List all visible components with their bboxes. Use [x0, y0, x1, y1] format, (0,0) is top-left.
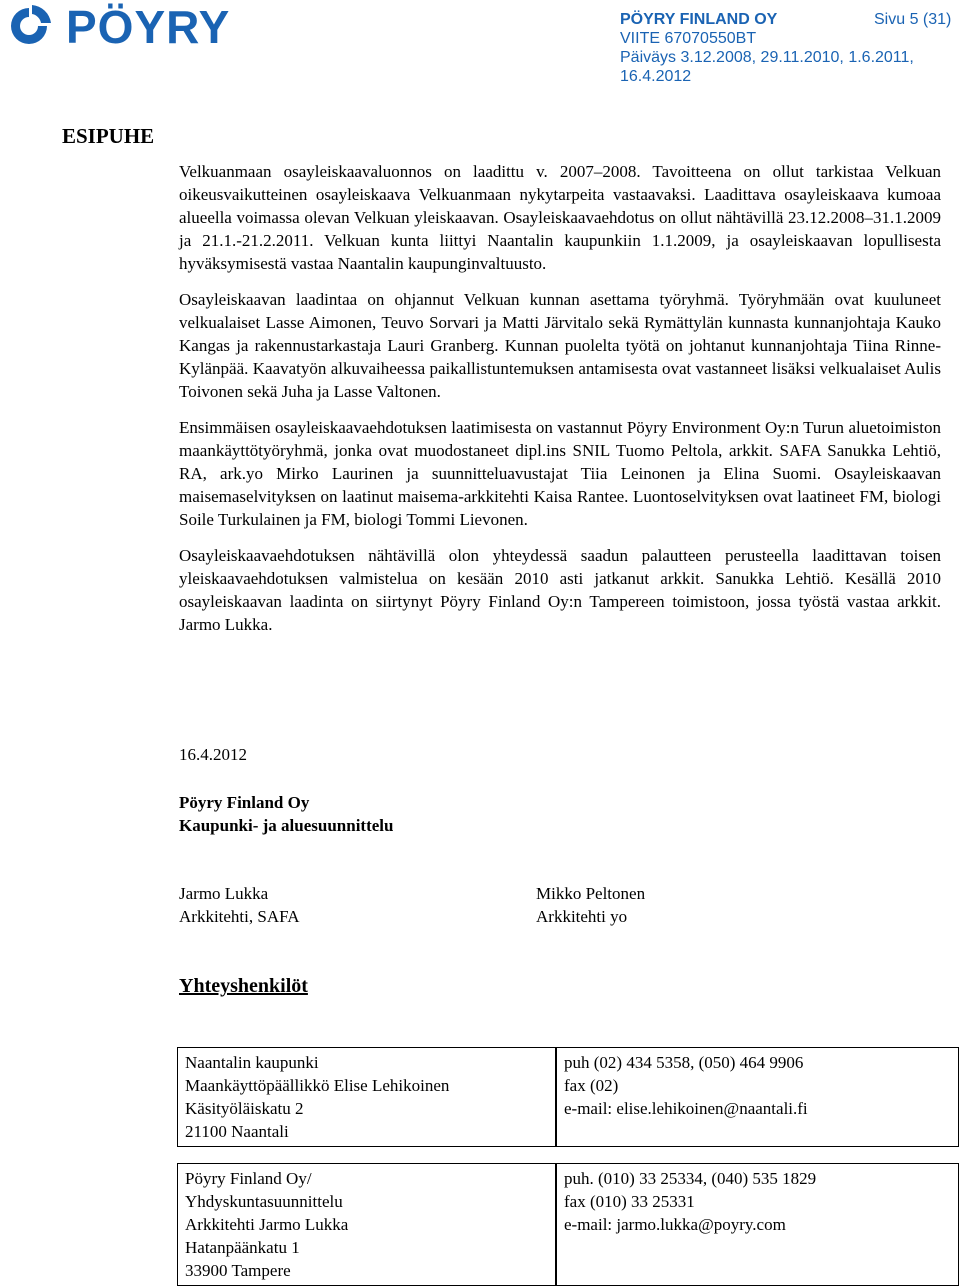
row-gap	[177, 1147, 959, 1163]
poyry-logo	[4, 1, 244, 53]
fax-line: fax (010) 33 25331	[564, 1192, 695, 1211]
contact-row	[177, 1047, 959, 1147]
signature-name: Mikko Peltonen	[536, 884, 646, 903]
address-line: Arkkitehti Jarmo Lukka	[185, 1215, 349, 1234]
address-line: Naantalin kaupunki	[185, 1053, 319, 1072]
address-line: Yhdyskuntasuunnittelu	[185, 1192, 343, 1211]
contact-phone	[556, 1163, 959, 1286]
paragraph-2: Osayleiskaavan laadintaa on ohjannut Velkuan kunnan asettama työryhmä. Työryhmään ovat kuuluneet velkualaiset Lasse Aimonen, Teuvo Sorvari ja Matti Järvitalo sekä Rymättylän kunnasta kunnanjohtaja Kauko Kangas ja rakennustarkastaja Lauri Granberg. Kunnan puolelta työtä on johtanut kunnanjohtaja Tiina Rinne-Kylänpää. Kaavatyön alkuvaiheessa paikallistuntemuksen antamisesta ovat vastanneet lisäksi velkualaiset Aulis Toivonen sekä Juha ja Lasse Valtonen.	[179, 290, 941, 401]
header-company: PÖYRY FINLAND OY	[620, 11, 778, 28]
header-page-number: Sivu 5 (31)	[874, 11, 952, 28]
fax-line: fax (02)	[564, 1076, 619, 1095]
paragraph-4: Osayleiskaavaehdotuksen nähtävillä olon yhteydessä saadun palautteen perusteella laadittavan toisen yleiskaavaehdotuksen valmistelua on kesään 2010 asti jatkanut arkkit. Sanukka Lehtiö. Kesällä 2010 osayleiskaavan laadinta on siirtynyt Pöyry Finland Oy:n Tampereen toimistoon, jossa työstä vastaa arkkit. Jarmo Lukka.	[179, 546, 941, 634]
logo-text: PÖYRY	[66, 1, 231, 53]
header-dates: Päiväys 3.12.2008, 29.11.2010, 1.6.2011, 16.4.2012	[620, 49, 914, 85]
address-line: Hatanpäänkatu 1	[185, 1238, 300, 1257]
poyry-logo-mark-icon	[4, 4, 54, 48]
contacts-table	[177, 1047, 959, 1286]
email-line: e-mail: elise.lehikoinen@naantali.fi	[564, 1099, 808, 1118]
signature-title: Arkkitehti yo	[536, 907, 628, 926]
body-text	[179, 160, 941, 649]
address-line: Maankäyttöpäällikkö Elise Lehikoinen	[185, 1076, 450, 1095]
signature-1	[179, 882, 300, 928]
document-date: 16.4.2012	[179, 745, 247, 764]
contact-row	[177, 1163, 959, 1286]
signature-title: Arkkitehti, SAFA	[179, 907, 300, 926]
address-line: Pöyry Finland Oy/	[185, 1169, 312, 1188]
signature-2	[536, 882, 645, 928]
section-heading: ESIPUHE	[62, 124, 155, 148]
paragraph-3: Ensimmäisen osayleiskaavaehdotuksen laatimisesta on vastannut Pöyry Environment Oy:n Turun aluetoimiston maankäyttötyöryhmä, jonka ovat muodostaneet dipl.ins SNIL Tuomo Peltola, arkkit. SAFA Sanukka Lehtiö, RA, ark.yo Mirko Laurinen ja suunnitteluavustajat Tiia Leinonen ja Elina Suomi. Osayleiskaavan maisemaselvityksen on laatinut maisema-arkkitehti Kaisa Rantee. Luontoselvityksen ovat laatineet FM, biologi Soile Turkulainen ja FM, biologi Tommi Lievonen.	[179, 418, 941, 529]
paragraph-1: Velkuanmaan osayleiskaavaluonnos on laadittu v. 2007–2008. Tavoitteena on ollut tarkistaa Velkuan oikeusvaikutteinen osayleiskaava Velkuanmaan nykytarpeita vastaavaksi. Laadittava osayleiskaava kumoaa alueella voimassa olevan Velkuan yleiskaavan. Osayleiskaavaehdotus on ollut nähtävillä 23.12.2008–31.1.2009 ja 21.1.-21.2.2011. Velkuan kunta liittyi Naantalin kaupunkiin 1.1.2009, ja osayleiskaavan lopullisesta hyväksymisestä vastaa Naantalin kaupunginvaltuusto.	[179, 162, 941, 273]
address-line: 21100 Naantali	[185, 1122, 289, 1141]
phone-line: puh. (010) 33 25334, (040) 535 1829	[564, 1169, 817, 1188]
organization	[179, 791, 393, 837]
signature-name: Jarmo Lukka	[179, 884, 269, 903]
contact-address	[177, 1047, 556, 1147]
contacts-title: Yhteyshenkilöt	[179, 975, 308, 997]
phone-line: puh (02) 434 5358, (050) 464 9906	[564, 1053, 804, 1072]
address-line: Käsityöläiskatu 2	[185, 1099, 304, 1118]
email-line: e-mail: jarmo.lukka@poyry.com	[564, 1215, 786, 1234]
org-unit: Kaupunki- ja aluesuunnittelu	[179, 816, 394, 835]
contact-address	[177, 1163, 556, 1286]
contact-phone	[556, 1047, 959, 1147]
address-line: 33900 Tampere	[185, 1261, 291, 1280]
org-name: Pöyry Finland Oy	[179, 793, 310, 812]
header-reference: VIITE 67070550BT	[620, 30, 757, 47]
